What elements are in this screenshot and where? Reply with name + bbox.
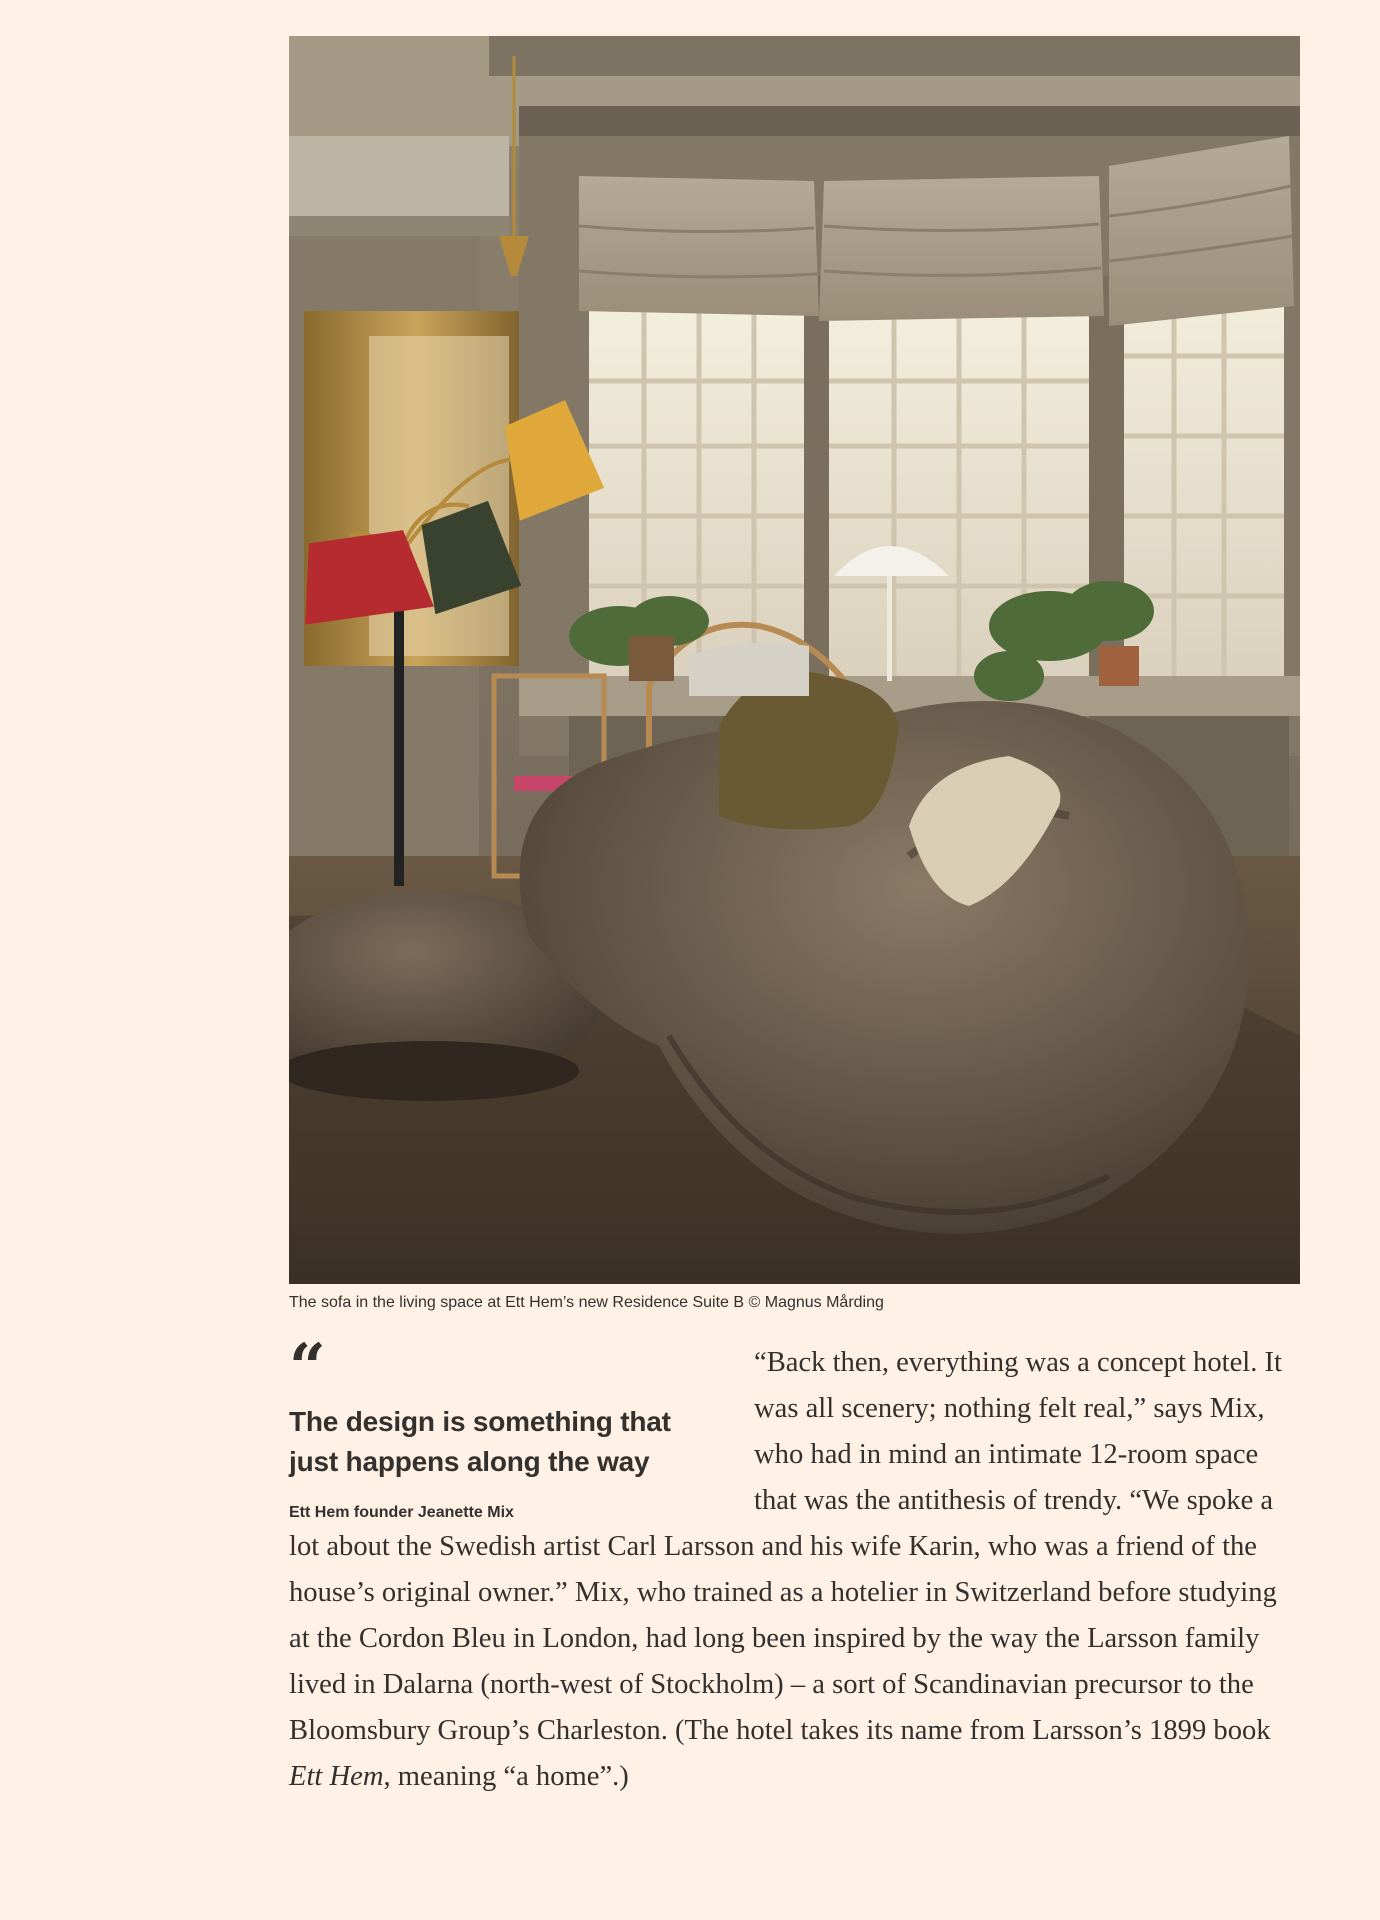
article <box>289 36 1300 1829</box>
photo-caption: The sofa in the living space at Ett Hem’s new Residence Suite B © Magnus Mårding <box>289 1294 884 1311</box>
quote-mark-icon: “ <box>289 1330 326 1405</box>
photo-figure <box>289 36 1300 1314</box>
sofa-photo <box>289 36 1300 1284</box>
book-title: Ett Hem <box>289 1761 384 1792</box>
paragraph-text-part1: “Back then, everything was a concept hotel. It was all scenery; nothing felt real,” says Mix, who had in mind an intimate 12-room space that was the antithesis of trendy. “We spoke a lot about the Swedish artist Carl Larsson and his wife Karin, who was a friend of the house’s original owner.” Mix, who trained as a hotelier in Switzerland before studying at the Cordon Bleu in London, had long been inspired by the way the Larsson family lived in Dalarna (north-west of Stockholm) – a sort of Scandinavian precursor to the Bloomsbury Group’s Charleston. (The hotel takes its name from Larsson’s 1899 book <box>289 1347 1282 1746</box>
pull-quote-text: The design is something that just happens along the way <box>289 1406 671 1477</box>
pull-quote <box>289 1330 709 1522</box>
paragraph-text-part2: , meaning “a home”.) <box>383 1761 629 1792</box>
pull-quote-attribution: Ett Hem founder Jeanette Mix <box>289 1504 514 1521</box>
